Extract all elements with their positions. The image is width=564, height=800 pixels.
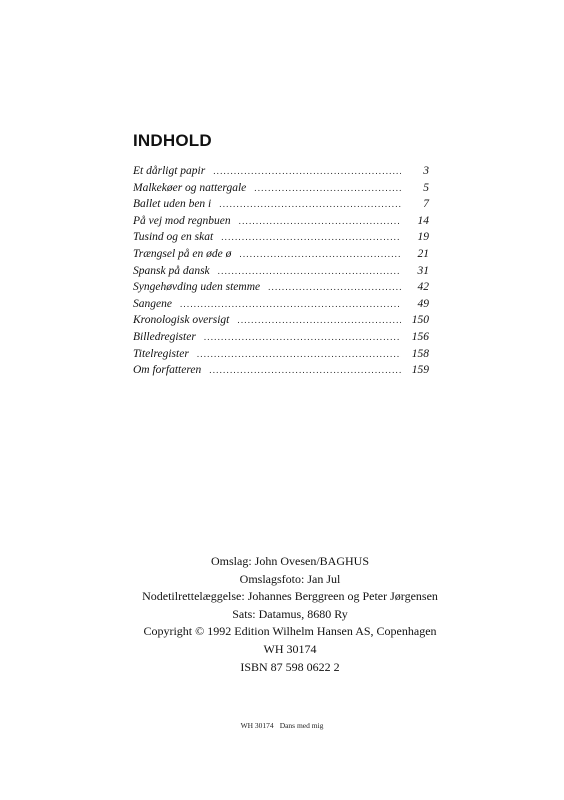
credit-line-cover-photo: Omslagsfoto: Jan Jul: [239, 571, 341, 586]
toc-entry-page: 156: [411, 330, 429, 343]
credit-line-catalog-number: WH 30174: [263, 641, 317, 656]
toc-entry: [133, 180, 429, 197]
toc-entry-page: 159: [411, 364, 429, 377]
toc-entry: [133, 329, 429, 346]
dot-leader: [180, 296, 401, 313]
dot-leader: [239, 213, 401, 230]
toc-entry: [133, 279, 429, 296]
toc-entry-title: Ballet uden ben i: [133, 198, 212, 211]
credit-line-isbn: ISBN 87 598 0622 2: [240, 659, 340, 674]
dot-leader: [219, 196, 401, 213]
toc-entry-page: 7: [423, 198, 429, 211]
credit-line-music-editing: Nodetilrettelæggelse: Johannes Berggreen og Peter Jørgensen: [142, 589, 438, 604]
toc-entry-title: Malkekøer og nattergale: [133, 181, 247, 194]
footer-catalog-number: WH 30174: [240, 721, 274, 730]
toc-entry-title: Et dårligt papir: [133, 165, 206, 177]
dot-leader: [209, 362, 401, 379]
toc-entry: [133, 312, 429, 329]
page-footer: [0, 721, 564, 730]
toc-entry-page: 42: [417, 281, 429, 294]
dot-leader: [204, 329, 401, 346]
toc-entry-page: 31: [417, 264, 429, 277]
toc-entry-page: 5: [423, 181, 429, 194]
toc-entry: [133, 263, 429, 280]
dot-leader: [218, 263, 401, 280]
toc-entry: [133, 246, 429, 263]
toc-entry: [133, 346, 429, 363]
toc-entry-title: Tusind og en skat: [133, 231, 214, 244]
dot-leader: [254, 180, 401, 197]
table-of-contents: [133, 163, 429, 379]
credit-line-copyright: Copyright © 1992 Edition Wilhelm Hansen AS, Copenhagen: [143, 624, 437, 639]
toc-entry-page: 21: [417, 247, 429, 260]
toc-entry-page: 150: [411, 314, 429, 327]
toc-entry: [133, 296, 429, 313]
footer-book-title: Dans med mig: [279, 721, 324, 730]
toc-entry: [133, 362, 429, 379]
colophon-credits: [100, 553, 480, 676]
toc-entry: [133, 196, 429, 213]
toc-entry-page: 158: [411, 347, 429, 360]
toc-entry-title: Trængsel på en øde ø: [133, 247, 232, 260]
toc-entry: [133, 213, 429, 230]
toc-entry-title: Syngehøvding uden stemme: [133, 281, 261, 294]
toc-entry-title: Spansk på dansk: [133, 264, 210, 277]
toc-entry-title: Sangene: [133, 297, 172, 310]
toc-entry-title: Billedregister: [133, 330, 196, 343]
toc-entry-page: 14: [417, 214, 429, 227]
dot-leader: [197, 346, 401, 363]
credit-line-typesetting: Sats: Datamus, 8680 Ry: [232, 606, 348, 621]
dot-leader: [239, 246, 401, 263]
toc-heading: INDHOLD: [133, 131, 212, 150]
credit-line-cover: Omslag: John Ovesen/BAGHUS: [211, 554, 369, 568]
toc-entry-title: Om forfatteren: [133, 364, 202, 377]
toc-entry-page: 19: [417, 231, 429, 244]
dot-leader: [221, 229, 401, 246]
toc-entry-title: Titelregister: [133, 347, 189, 360]
toc-entry: [133, 163, 429, 180]
toc-entry-page: 3: [423, 165, 429, 177]
dot-leader: [268, 279, 401, 296]
toc-entry-title: Kronologisk oversigt: [133, 314, 230, 327]
dot-leader: [237, 312, 401, 329]
toc-entry-title: På vej mod regnbuen: [133, 214, 231, 227]
toc-entry-page: 49: [417, 297, 429, 310]
dot-leader: [213, 163, 401, 180]
toc-entry: [133, 229, 429, 246]
